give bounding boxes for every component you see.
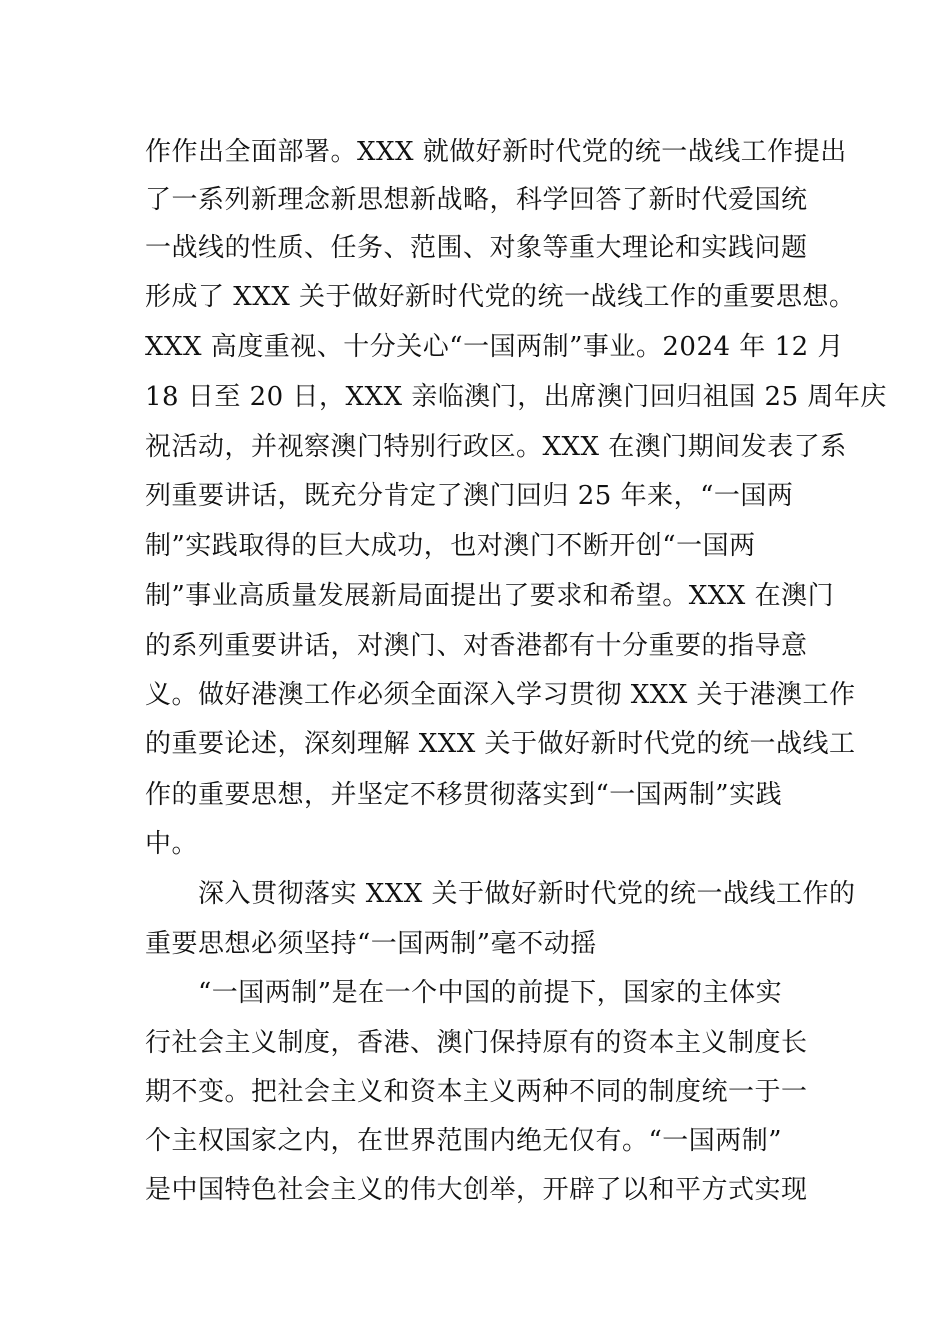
text-line-2: 了一系列新理念新思想新战略，科学回答了新时代爱国统 (145, 185, 808, 215)
section-heading-line-2: 重要思想必须坚持“一国两制”毫不动摇 (145, 929, 597, 959)
text-line-10: 制”事业高质量发展新局面提出了要求和希望。XXX 在澳门 (145, 581, 835, 611)
text-line-14: 作的重要思想，并坚定不移贯彻落实到“一国两制”实践 (145, 780, 783, 810)
text-line-18: “一国两制”是在一个中国的前提下，国家的主体实 (198, 978, 783, 1008)
text-line-21: 个主权国家之内，在世界范围内绝无仅有。“一国两制” (145, 1126, 783, 1156)
text-line-3: 一战线的性质、任务、范围、对象等重大理论和实践问题 (145, 233, 808, 263)
text-line-6: 18 日至 20 日，XXX 亲临澳门，出席澳门回归祖国 25 周年庆 (145, 382, 887, 412)
text-line-11: 的系列重要讲话，对澳门、对香港都有十分重要的指导意 (145, 631, 808, 661)
text-line-22: 是中国特色社会主义的伟大创举，开辟了以和平方式实现 (145, 1175, 808, 1205)
text-line-4: 形成了 XXX 关于做好新时代党的统一战线工作的重要思想。 (145, 282, 856, 312)
text-line-20: 期不变。把社会主义和资本主义两种不同的制度统一于一 (145, 1077, 808, 1107)
section-heading-line-1: 深入贯彻落实 XXX 关于做好新时代党的统一战线工作的 (198, 879, 856, 909)
text-line-12: 义。做好港澳工作必须全面深入学习贯彻 XXX 关于港澳工作 (145, 680, 856, 710)
text-line-9: 制”实践取得的巨大成功，也对澳门不断开创“一国两 (145, 531, 756, 561)
text-line-13: 的重要论述，深刻理解 XXX 关于做好新时代党的统一战线工 (145, 729, 856, 759)
text-line-8: 列重要讲话，既充分肯定了澳门回归 25 年来，“一国两 (145, 481, 794, 511)
text-line-7: 祝活动，并视察澳门特别行政区。XXX 在澳门期间发表了系 (145, 432, 847, 462)
text-line-5: XXX 高度重视、十分关心“一国两制”事业。2024 年 12 月 (145, 332, 844, 362)
text-line-15: 中。 (145, 829, 199, 859)
text-line-19: 行社会主义制度，香港、澳门保持原有的资本主义制度长 (145, 1028, 808, 1058)
text-line-1: 作作出全面部署。XXX 就做好新时代党的统一战线工作提出 (145, 137, 847, 167)
